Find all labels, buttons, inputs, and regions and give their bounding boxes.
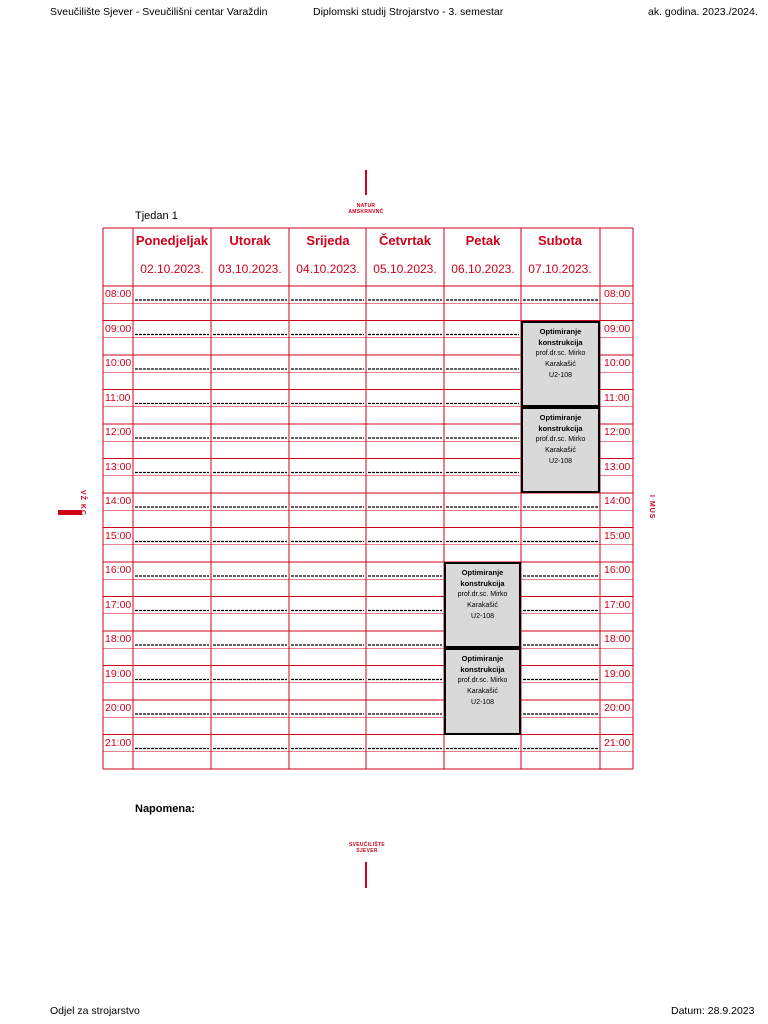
course-room: U2-108 [471,613,494,620]
time-label-right: 16:00 [604,564,631,576]
course-teacher: prof.dr.sc. Mirko Karakašić [535,435,586,454]
course-title: Optimiranje konstrukcija [538,412,583,433]
stamp-text-bottom: SVEUČILIŠTE SJEVER [348,842,386,854]
course-teacher: prof.dr.sc. Mirko Karakašić [535,349,586,368]
time-label-left: 09:00 [105,322,132,335]
day-name-3: Četvrtak [378,233,432,248]
time-label-left: 10:00 [105,357,132,369]
note-label: Napomena: [135,803,195,815]
day-name-5: Subota [537,233,583,248]
time-label-right: 12:00 [604,426,631,438]
time-label-right: 20:00 [604,702,631,714]
week-label: Tjedan 1 [135,210,178,222]
time-label-right: 13:00 [604,460,631,473]
time-label-right: 14:00 [604,495,631,507]
time-label-left: 17:00 [105,598,132,611]
time-label-left: 21:00 [105,736,132,749]
time-label-left: 12:00 [105,426,132,438]
day-date-1: 03.10.2023. [218,262,282,276]
course-room: U2-108 [471,699,494,707]
course-teacher: prof.dr.sc. Mirko Karakašić [457,677,508,696]
header-academic-year: ak. godina. 2023./2024. [648,6,758,18]
course-block[interactable] [521,321,600,407]
time-label-right: 08:00 [604,288,631,300]
time-label-right: 10:00 [604,357,631,369]
time-label-left: 13:00 [105,460,132,473]
footer-department: Odjel za strojarstvo [50,1005,140,1017]
course-room: U2-108 [549,457,572,465]
course-block[interactable] [444,648,521,734]
course-block[interactable] [521,407,600,493]
header-program: Diplomski studij Strojarstvo - 3. semestar [313,6,504,18]
stamp-mark-bottom [365,862,367,888]
course-title: Optimiranje konstrukcija [538,326,583,347]
time-label-right: 19:00 [604,667,631,680]
day-name-4: Petak [465,233,501,248]
course-block[interactable] [444,562,521,648]
time-label-left: 20:00 [105,702,132,714]
day-name-1: Utorak [229,233,271,248]
time-label-right: 18:00 [604,633,631,645]
course-room: U2-108 [549,371,572,379]
day-date-2: 04.10.2023. [296,262,360,276]
day-date-4: 06.10.2023. [451,262,515,276]
day-date-5: 07.10.2023. [528,262,592,276]
day-name-0: Ponedjeljak [135,233,209,248]
time-label-left: 16:00 [105,564,132,576]
time-label-right: 15:00 [604,529,631,542]
course-title: Optimiranje konstrukcija [460,654,505,675]
time-label-left: 08:00 [105,288,132,300]
day-name-2: Srijeda [306,233,350,248]
time-label-left: 18:00 [105,633,132,645]
course-title: Optimiranje konstrukcija [460,568,505,588]
time-label-right: 09:00 [604,322,631,335]
time-label-left: 15:00 [105,529,132,542]
header-institution: Sveučilište Sjever - Sveučilišni centar Varaždin [50,6,268,18]
stamp-text-left: VŽ KC [79,490,86,516]
stamp-mark-top [365,170,367,195]
time-label-left: 14:00 [105,495,132,507]
stamp-text-right: I MUS [648,495,655,520]
day-date-3: 05.10.2023. [373,262,437,276]
time-label-left: 11:00 [105,391,131,404]
time-label-right: 21:00 [604,736,631,749]
footer-date: Datum: 28.9.2023 [671,1005,755,1017]
day-date-0: 02.10.2023. [140,262,204,276]
time-label-left: 19:00 [105,667,132,680]
stamp-text-top: NATUR AMSKRNVNĆ [348,203,384,215]
time-label-right: 11:00 [604,391,630,404]
time-label-right: 17:00 [604,598,631,611]
course-teacher: prof.dr.sc. Mirko Karakašić [457,591,508,609]
